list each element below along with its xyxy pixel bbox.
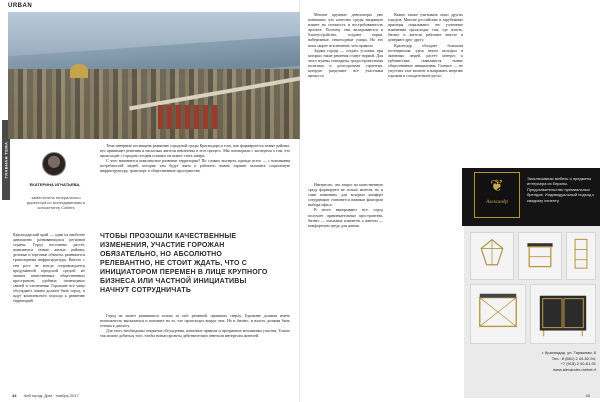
body-paragraph: Многие крупные девелоперы уже понимают, что качество среды напрямую влияет на стоимость и востребованность проекта. Поэтому они вкладываются в благоустройство, создают парки, набережные, пешеходные улицы. Но это пока скорее исключение, чем правило. bbox=[308, 12, 383, 48]
body-paragraph: Интересно, что запрос на качественную среду формируют не только жители, но и сами компании, для которых комфорт сотрудников становится важным фактором выбора офиса. bbox=[308, 182, 383, 208]
furniture-photo-cabinet bbox=[530, 284, 596, 344]
right-lower-text bbox=[308, 182, 383, 228]
folio-right: 45 bbox=[585, 393, 590, 398]
body-paragraph: Краснодар обладает большим потенциалом: здесь много молодых и активных людей, растёт интерес к урбанистике, появляются новые общественные инициативы. Главное — не упустить этот момент и направить энергию горожан в созидательное русло. bbox=[388, 42, 463, 79]
pull-quote: ЧТОБЫ ПРОЗОШЛИ КАЧЕСТВЕННЫЕ ИЗМЕНЕНИЯ, УЧАСТИЕ ГОРОЖАН ОБЯЗАТЕЛЬНО, НО АБСОЛЮТНО РЕЛЕВАНТНО, НЕ СТОИТ ЖДАТЬ, ЧТО С ИНИЦИАТОРОМ ПЕРЕМЕН В ЛИЦЕ КРУПНОГО БИЗНЕСА ИЛИ ЧАСТНОЙ ИНИЦИАТИВЫ НАЧНУТ СОТРУДНИЧАТЬ bbox=[100, 233, 268, 294]
left-column-text: Краснодарский край — один из наиболее динамично развивающихся регионов страны. Город постоянно растёт, появляются новые жилые районы, деловые и торговые объекты, развивается транспортная инфраструктура. Вместе с тем рост не всегда сопровождается продуманной городской средой: не хватает качественных общественных пространств, удобных пешеходных связей и озеленения. Горожане всё чаще обсуждают, каким должен быть город, и ждут комплексного подхода к развитию территорий. bbox=[13, 232, 85, 304]
page-number: 44 bbox=[12, 393, 17, 398]
body-paragraph: Важно также учитывать опыт других городов. Многие российские и зарубежные примеры показывают, что успешные изменения происходят там, где власть, бизнес и жители работают вместе и доверяют друг другу. bbox=[388, 12, 463, 43]
intro-paragraph: Тема интервью посвящена развитию городской среды Краснодара и того, как формируются новые районы, кто принимает решения и насколько жители вовлечены в этот процесс. Мы поговорили с экспертом о том, что происходит с городом сегодня и каким он может стать завтра. bbox=[100, 143, 290, 159]
side-table-icon bbox=[522, 236, 558, 274]
intro-text bbox=[100, 143, 290, 174]
body-paragraph: Город не может развиваться только за счёт решений, принятых сверху. Горожане должны иметь возможность высказаться и повлиять на то, что происходит вокруг них. Но и бизнес, и власть должны быть готовы к диалогу. bbox=[100, 313, 290, 329]
furniture-photo-side-table bbox=[518, 232, 562, 280]
furniture-photo-stand bbox=[566, 232, 596, 280]
ad-brand: Александр bbox=[486, 200, 508, 205]
console-icon bbox=[474, 288, 522, 340]
author-portrait bbox=[42, 152, 66, 176]
ad-address bbox=[536, 350, 596, 372]
ad-address-line: Тел.: 8 (861) 2 44-52-94; bbox=[551, 355, 596, 361]
folio-left bbox=[12, 393, 79, 398]
logo-mark-icon: ❦ bbox=[490, 176, 504, 195]
body-text-bottom bbox=[100, 313, 290, 338]
author-name: ЕКАТЕРИНА ИГНАТЬЕВА, bbox=[29, 182, 81, 187]
cabinet-icon bbox=[534, 288, 592, 340]
vertical-section-label: ГЛАВНАЯ ТЕМА bbox=[3, 141, 9, 179]
ad-website[interactable]: www.alexander-mebel.rf bbox=[553, 366, 596, 372]
furniture-photo-console bbox=[470, 284, 526, 344]
photo-roofs bbox=[158, 105, 218, 129]
ad-address-line: +7 (918) 2 00-61-91 bbox=[560, 361, 596, 367]
section-tag: URBAN bbox=[8, 3, 33, 9]
furniture-photo-lamp bbox=[470, 232, 514, 280]
ad-tagline: Эксклюзивная мебель и предметы интерьера из Европы. Представительство премиальных брендов. Индивидуальный подход к каждому клиенту. bbox=[527, 176, 595, 203]
photo-church-dome bbox=[70, 64, 88, 78]
ad-address-line: г. Краснодар, ул. Гаражная, 8 bbox=[541, 350, 596, 355]
body-paragraph: В итоге выигрывают все: город получает привлекательные пространства, бизнес — лояльных клиентов, а жители — комфортную среду для жизни. bbox=[308, 207, 383, 228]
lamp-icon bbox=[474, 236, 510, 274]
body-paragraph: Для этого необходимы открытые обсуждения, понятные правила и прозрачные механизмы участия. Только так можно добиться того, чтобы новые проекты действительно отвечали интересам жителей. bbox=[100, 328, 290, 339]
intro-paragraph: С чего начинается комплексное развитие территории? По словам эксперта, прежде всего — с понимания потребностей людей, которые там будут жить и работать: важно заранее заложить социальную инфраструктуру, транспорт и общественные пространства. bbox=[100, 158, 290, 174]
stand-icon bbox=[570, 236, 592, 272]
right-columns-text bbox=[308, 12, 463, 78]
hero-aerial-city-photo bbox=[8, 12, 300, 139]
body-paragraph: Задача города — создать условия, при которых такие решения станут нормой. Для этого нужны стандарты, градостроительная политика и долгосрочная стратегия, которую разделяют все участники процесса. bbox=[308, 47, 383, 79]
folio-title: Чей город: Дом · ноябрь 2017 bbox=[23, 393, 79, 398]
author-role: заместитель генерального директора по исследованиям и консалтингу Colliers bbox=[26, 195, 86, 210]
